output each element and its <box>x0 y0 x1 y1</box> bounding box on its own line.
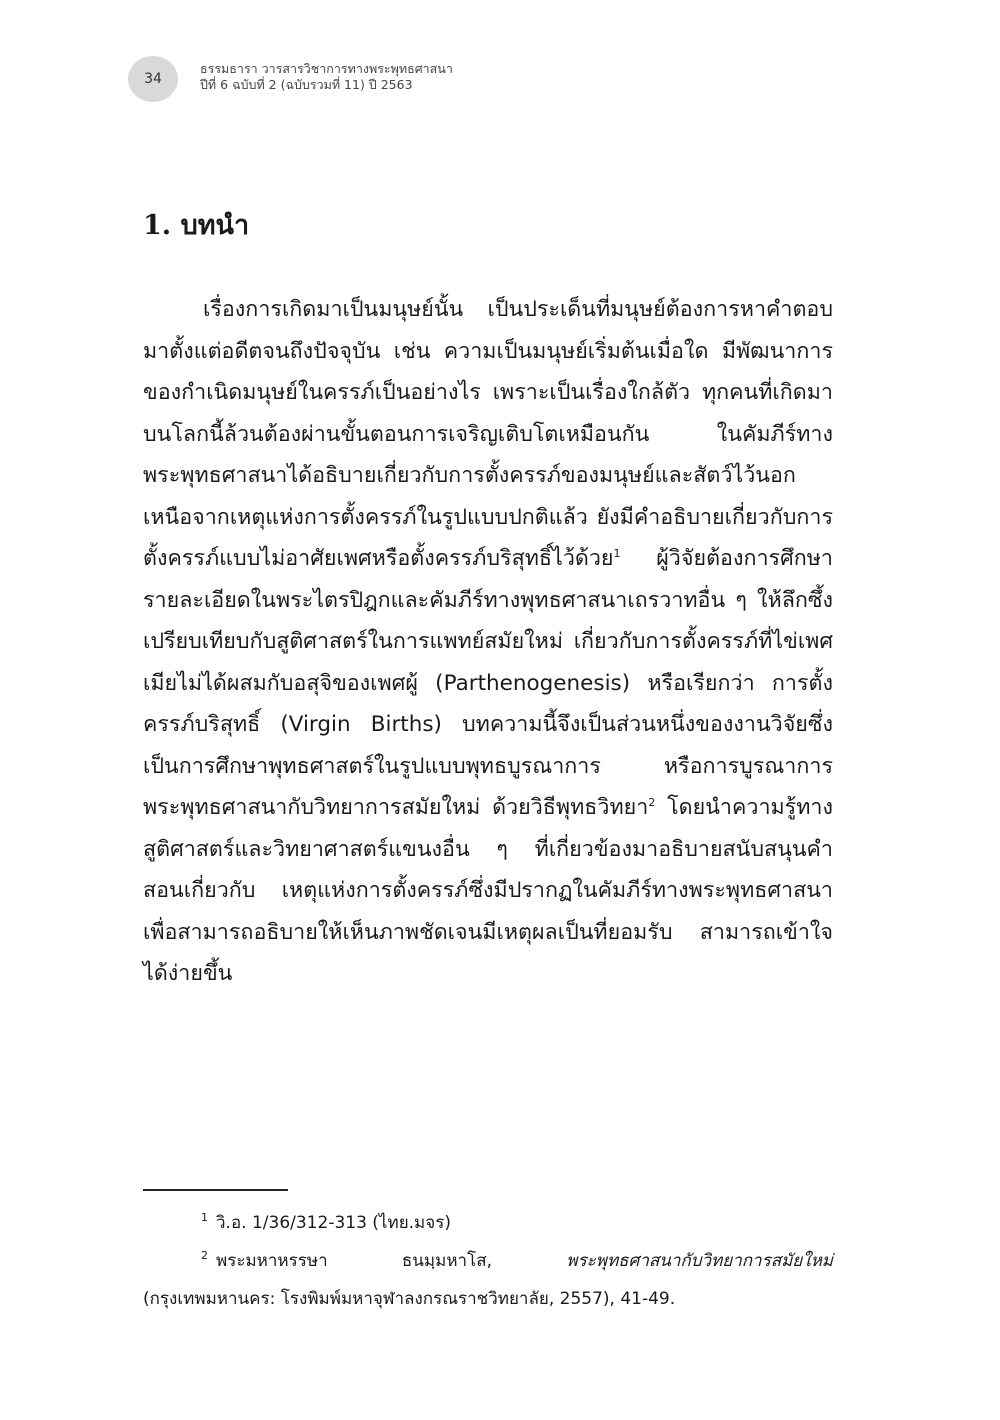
section-title: 1. บทนำ <box>143 210 250 241</box>
footnote-author: พระมหาหรรษา ธนมฺมหาโส, <box>216 1251 567 1271</box>
footnote-1 <box>143 1204 833 1242</box>
body-text-part-3: โดยนำความรู้ทางสูติศาสตร์และวิทยาศาสตร์แขนงอื่น ๆ ที่เกี่ยวข้องมาอธิบายสนับสนุนคำสอนเกี่ยวกับ เหตุแห่งการตั้งครรภ์ซึ่งมีปรากฏในคัมภีร์ทางพระพุทธศาสนา เพื่อสามารถอธิบายให้เห็นภาพชัดเจนมีเหตุผลเป็นที่ยอมรับ สามารถเข้าใจได้ง่ายขึ้น <box>143 795 833 986</box>
footnote-book-title: พระพุทธศาสนากับวิทยาการสมัยใหม่ <box>566 1251 833 1271</box>
journal-title: ธรรมธารา วารสารวิชาการทางพระพุทธศาสนา <box>200 61 453 76</box>
journal-info <box>200 61 620 93</box>
footnote-text: วิ.อ. 1/36/312-313 (ไทย.มจร) <box>216 1213 451 1233</box>
issue-info: ปีที่ 6 ฉบับที่ 2 (ฉบับรวมที่ 11) ปี 2563 <box>200 77 413 92</box>
footnote-number: 1 <box>201 1211 208 1225</box>
footnote-ref-2[interactable]: 2 <box>648 795 656 809</box>
body-paragraph <box>143 289 833 995</box>
footnote-ref-1[interactable]: 1 <box>613 546 621 560</box>
footnote-divider <box>143 1189 288 1191</box>
footnote-publication: (กรุงเทพมหานคร: โรงพิมพ์มหาจุฬาลงกรณราชวิทยาลัย, 2557), 41-49. <box>143 1289 676 1309</box>
footnotes <box>143 1204 833 1318</box>
footnote-2 <box>143 1242 833 1318</box>
footnote-number: 2 <box>201 1249 208 1263</box>
body-text-part-1: เรื่องการเกิดมาเป็นมนุษย์นั้น เป็นประเด็นที่มนุษย์ต้องการหาคำตอบมาตั้งแต่อดีตจนถึงปัจจุบัน เช่น ความเป็นมนุษย์เริ่มต้นเมื่อใด มีพัฒนาการของกำเนิดมนุษย์ในครรภ์เป็นอย่างไร เพราะเป็นเรื่องใกล้ตัว ทุกคนที่เกิดมาบนโลกนี้ล้วนต้องผ่านขั้นตอนการเจริญเติบโตเหมือนกัน ในคัมภีร์ทางพระพุทธศาสนาได้อธิบายเกี่ยวกับการตั้งครรภ์ของมนุษย์และสัตว์ไว้นอกเหนือจากเหตุแห่งการตั้งครรภ์ในรูปแบบปกติแล้ว ยังมีคำอธิบายเกี่ยวกับการตั้งครรภ์แบบไม่อาศัยเพศหรือตั้งครรภ์บริสุทธิ์ไว้ด้วย <box>143 297 833 571</box>
page-number: 34 <box>128 56 178 102</box>
body-text-part-2: ผู้วิจัยต้องการศึกษารายละเอียดในพระไตรปิฎกและคัมภีร์ทางพุทธศาสนาเถรวาทอื่น ๆ ให้ลึกซึ้ง เปรียบเทียบกับสูติศาสตร์ในการแพทย์สมัยใหม่ เกี่ยวกับการตั้งครรภ์ที่ไข่เพศเมียไม่ได้ผสมกับอสุจิของเพศผู้ (Parthenogenesis) หรือเรียกว่า การตั้งครรภ์บริสุทธิ์ (Virgin Births) บทความนี้จึงเป็นส่วนหนึ่งของงานวิจัยซึ่งเป็นการศึกษาพุทธศาสตร์ในรูปแบบพุทธบูรณาการ หรือการบูรณาการพระพุทธศาสนากับวิทยาการสมัยใหม่ ด้วยวิธีพุทธวิทยา <box>143 546 833 820</box>
